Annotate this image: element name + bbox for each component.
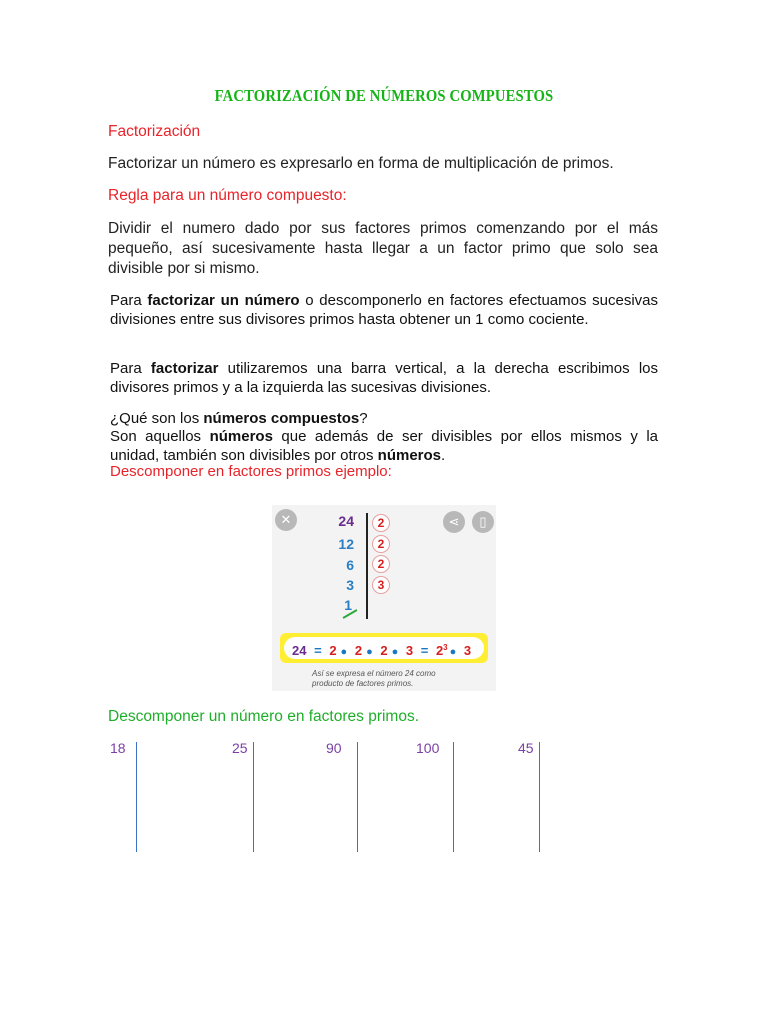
- para2-post: utilizaremos una barra vertical, a la derecha escribimos los divisores primos y a la izquierda las sucesivas divisiones.: [110, 360, 658, 396]
- figure-caption: Así se expresa el número 24 como producto de factores primos.: [312, 669, 436, 688]
- dot-icon: ●: [449, 646, 457, 659]
- divisor: 2: [372, 535, 390, 553]
- dividend: 24: [338, 513, 354, 529]
- result-factor: 2: [380, 643, 388, 659]
- question-pre: ¿Qué son los: [110, 410, 204, 427]
- exercise-number: 25: [232, 740, 248, 756]
- definition-text: Factorizar un número es expresarlo en forma de multiplicación de primos.: [108, 155, 614, 172]
- result-number: 24: [292, 643, 307, 659]
- dividend: 12: [338, 536, 354, 552]
- result-expression: [284, 637, 484, 659]
- exercise-number: 18: [110, 740, 126, 756]
- dot-icon: ●: [340, 646, 348, 659]
- bookmark-icon[interactable]: ▯: [472, 511, 494, 533]
- divisor: 2: [372, 555, 390, 573]
- exercise-division-line: [453, 742, 454, 852]
- para2-bold: factorizar: [150, 360, 219, 377]
- dividend: 3: [346, 577, 354, 593]
- dot-icon: ●: [391, 646, 399, 659]
- para1-pre: Para: [110, 292, 148, 309]
- exercise-division-line: [357, 742, 358, 852]
- paragraph-factorizar: [110, 292, 658, 329]
- para1-bold: factorizar un número: [147, 292, 300, 309]
- result-factor: 2: [354, 643, 363, 659]
- dividend: 1: [344, 597, 352, 613]
- para2-pre: Para: [110, 360, 151, 377]
- divisor: 2: [372, 514, 390, 532]
- result-factor: 3: [405, 643, 414, 659]
- dividend: 6: [346, 557, 354, 573]
- dot-icon: ●: [366, 646, 373, 659]
- answer-paragraph: [110, 428, 658, 465]
- exercise-number: 45: [518, 740, 534, 756]
- para1-post: o descomponerlo en factores efectuamos sucesivas divisiones entre sus divisores primos hasta obtener un 1 como cociente.: [110, 292, 659, 328]
- exercise-number: 90: [326, 740, 342, 756]
- result-factor: 2: [329, 643, 337, 659]
- result-equals: =: [420, 643, 429, 659]
- answer-mid: que además de ser divisibles por ellos mismos y la unidad, también son divisibles por otros: [110, 428, 658, 464]
- close-icon[interactable]: ✕: [275, 509, 297, 531]
- answer-bold2: números: [377, 446, 442, 464]
- question-bold: números compuestos: [203, 410, 360, 427]
- exercise-division-line: [136, 742, 137, 852]
- example-heading: Descomponer en factores primos ejemplo:: [110, 463, 392, 480]
- exercise-division-line: [539, 742, 540, 852]
- divisor: 3: [372, 576, 390, 594]
- rule-text: Dividir el numero dado por sus factores primos comenzando por el más pequeño, así sucesivamente hasta llegar a un factor primo que solo sea divisible por si mismo.: [108, 220, 658, 277]
- question-line: [110, 410, 658, 429]
- section-heading-regla: Regla para un número compuesto:: [108, 187, 347, 204]
- factorization-figure: [272, 505, 496, 691]
- answer-bold1: números: [209, 428, 273, 445]
- exercise-division-line: [253, 742, 254, 852]
- answer-pre: Son aquellos: [110, 428, 210, 445]
- paragraph-barra: [110, 360, 658, 397]
- section-heading-factorizacion: Factorización: [108, 123, 201, 140]
- exercise-heading: Descomponer un número en factores primos.: [108, 708, 420, 725]
- answer-post: .: [441, 446, 446, 464]
- power-base: 2: [435, 643, 444, 659]
- result-equals: =: [314, 643, 322, 659]
- result-factor: 3: [463, 643, 472, 659]
- share-icon[interactable]: ⋖: [443, 511, 465, 533]
- question-post: ?: [359, 410, 368, 427]
- result-strip: [280, 633, 488, 663]
- exercise-number: 100: [416, 740, 440, 756]
- page-title: FACTORIZACIÓN DE NÚMEROS COMPUESTOS: [214, 86, 554, 105]
- power-exponent: 3: [443, 643, 448, 652]
- division-bar: [366, 513, 368, 619]
